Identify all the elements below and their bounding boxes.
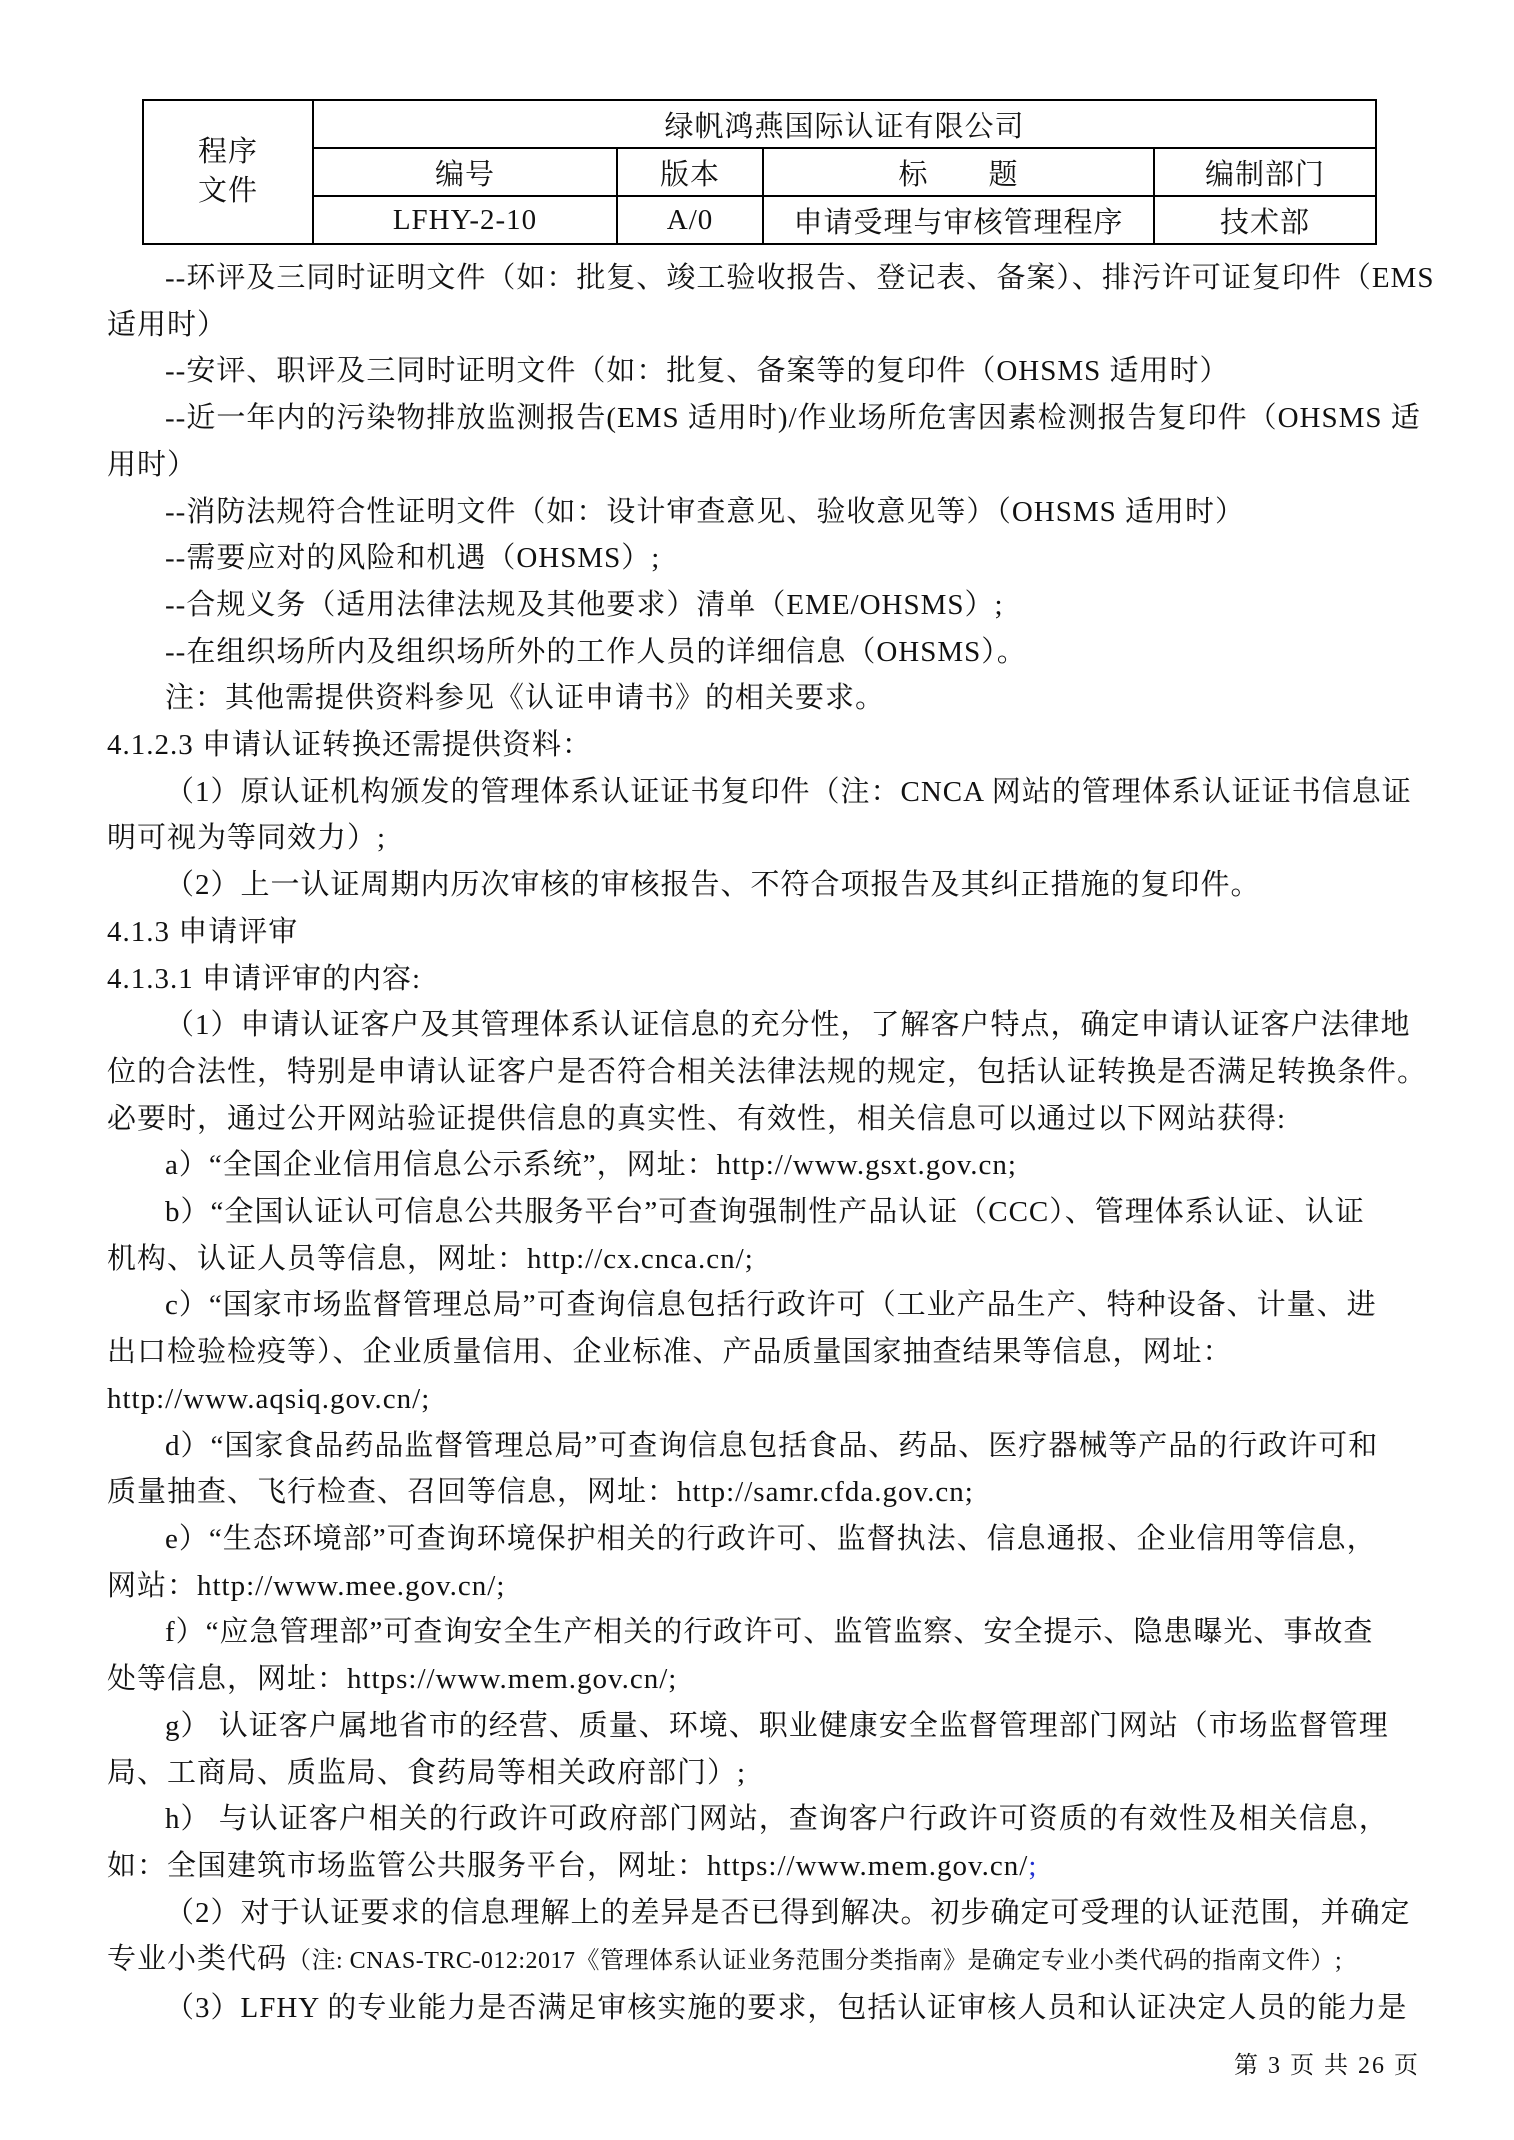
text-run: --安评、职评及三同时证明文件（如：批复、备案等的复印件（OHSMS 适用时） [165,355,1230,388]
text-run: （注: CNAS-TRC-012:2017《管理体系认证业务范围分类指南》是确定专业小类代码的指南文件）; [287,1948,1343,1975]
text-run: --环评及三同时证明文件（如：批复、竣工验收报告、登记表、备案）、排污许可证复印件（EMS [165,262,1435,294]
text-line [107,1376,1439,1423]
text-run: 出口检验检疫等）、企业质量信用、企业标准、产品质量国家抽查结果等信息，网址： [107,1336,1233,1369]
text-run: c）“国家市场监督管理总局”可查询信息包括行政许可（工业产品生产、特种设备、计量、进 [165,1289,1377,1322]
text-run: 如：全国建筑市场监管公共服务平台，网址：https://www.mem.gov.cn/ [107,1849,1029,1882]
text-line [107,535,1439,582]
text-line [107,1890,1439,1937]
text-run: 专业小类代码 [107,1943,288,1976]
text-run: --消防法规符合性证明文件（如：设计审查意见、验收意见等）（OHSMS 适用时） [165,495,1245,528]
text-run: 质量抽查、飞行检查、召回等信息，网址：http://samr.cfda.gov.cn; [107,1476,974,1509]
doc-number-value: LFHY-2-10 [313,196,617,244]
text-line [107,956,1439,1003]
text-run: h） 与认证客户相关的行政许可政府部门网站，查询客户行政许可资质的有效性及相关信息， [165,1803,1389,1836]
text-run: --合规义务（适用法律法规及其他要求）清单（EME/OHSMS）; [165,588,1004,621]
text-line [107,1469,1439,1516]
text-run: 4.1.3.1 申请评审的内容: [107,962,422,995]
text-line [107,1236,1439,1283]
text-line [107,1002,1439,1049]
text-line [107,489,1439,536]
text-run: （3）LFHY 的专业能力是否满足审核实施的要求，包括认证审核人员和认证决定人员的能力是 [165,1992,1408,2025]
document-body [107,255,1439,2032]
text-line [107,675,1439,722]
text-run: 4.1.3 申请评审 [107,915,299,948]
header-col-version-label: 版本 [617,148,763,196]
text-line [107,1796,1439,1843]
text-run: （1）原认证机构颁发的管理体系认证证书复印件（注：CNCA 网站的管理体系认证证书信息证 [165,775,1412,808]
text-run: 机构、认证人员等信息，网址：http://cx.cnca.cn/; [107,1242,754,1275]
text-line [107,1049,1439,1096]
doc-title-value: 申请受理与审核管理程序 [763,196,1154,244]
text-line [107,1282,1439,1329]
text-line [107,1750,1439,1797]
text-run: 注：其他需提供资料参见《认证申请书》的相关要求。 [165,682,886,715]
header-col-number-label: 编号 [313,148,617,196]
text-line [107,1189,1439,1236]
text-run: e）“生态环境部”可查询环境保护相关的行政许可、监督执法、信息通报、企业信用等信息， [165,1522,1377,1555]
text-run: 适用时） [107,308,228,341]
text-run: g） 认证客户属地省市的经营、质量、环境、职业健康安全监督管理部门网站（市场监督管理 [165,1709,1389,1742]
text-line [107,1329,1439,1376]
text-line [107,1563,1439,1610]
text-run: d）“国家食品药品监督管理总局”可查询信息包括食品、药品、医疗器械等产品的行政许可和 [165,1429,1379,1462]
document-header-table [142,99,1377,245]
text-line [107,862,1439,909]
text-run: （2）对于认证要求的信息理解上的差异是否已得到解决。初步确定可受理的认证范围，并确定 [165,1896,1411,1929]
text-line [107,1096,1439,1143]
text-run: 明可视为等同效力）; [107,822,387,855]
text-line [107,348,1439,395]
text-run: 处等信息，网址：https://www.mem.gov.cn/; [107,1663,678,1696]
text-run: --在组织场所内及组织场所外的工作人员的详细信息（OHSMS）。 [165,635,1027,668]
text-line [107,1142,1439,1189]
text-run: http://www.aqsiq.gov.cn/; [107,1382,431,1415]
text-run: （1）申请认证客户及其管理体系认证信息的充分性，了解客户特点，确定申请认证客户法律地 [165,1009,1411,1042]
text-run: --需要应对的风险和机遇（OHSMS）; [165,542,661,575]
text-run: 网站：http://www.mee.gov.cn/; [107,1569,506,1602]
text-line [107,722,1439,769]
doc-type-label: 程序文件 [197,135,258,207]
text-line [107,1516,1439,1563]
text-run: （2）上一认证周期内历次审核的审核报告、不符合项报告及其纠正措施的复印件。 [165,869,1261,902]
text-run: 局、工商局、质监局、食药局等相关政府部门）; [107,1756,747,1789]
header-col-department-label: 编制部门 [1154,148,1376,196]
text-line [107,442,1439,489]
header-col-title-label: 标 题 [763,148,1154,196]
company-name-cell: 绿帆鸿燕国际认证有限公司 [313,100,1376,148]
doc-department-value: 技术部 [1154,196,1376,244]
text-line [107,1423,1439,1470]
text-run: 用时） [107,448,198,481]
text-line [107,1843,1439,1890]
text-line [107,629,1439,676]
doc-type-cell [143,100,313,244]
text-line [107,1656,1439,1703]
text-line [107,1609,1439,1656]
text-line [107,769,1439,816]
text-run: 4.1.2.3 申请认证转换还需提供资料： [107,729,593,762]
text-run: f）“应急管理部”可查询安全生产相关的行政许可、监管监察、安全提示、隐患曝光、事故查 [165,1616,1374,1649]
text-run: 位的合法性，特别是申请认证客户是否符合相关法律法规的规定，包括认证转换是否满足转换条件。 [107,1055,1428,1088]
text-line [107,815,1439,862]
text-line [107,395,1439,442]
text-run: a）“全国企业信用信息公示系统”，网址：http://www.gsxt.gov.cn; [165,1149,1017,1182]
page-footer: 第 3 页 共 26 页 [1234,2053,1420,2079]
text-run: b）“全国认证认可信息公共服务平台”可查询强制性产品认证（CCC）、管理体系认证、认证 [165,1196,1365,1229]
text-line [107,255,1439,302]
text-run: --近一年内的污染物排放监测报告(EMS 适用时)/作业场所危害因素检测报告复印件（OHSMS 适 [165,402,1421,435]
highlighted-semicolon: ; [1028,1849,1038,1882]
text-line [107,1985,1439,2032]
text-line [107,1703,1439,1750]
text-line [107,909,1439,956]
text-line [107,1936,1439,1985]
text-line [107,582,1439,629]
doc-version-value: A/0 [617,196,763,244]
text-run: 必要时，通过公开网站验证提供信息的真实性、有效性，相关信息可以通过以下网站获得: [107,1102,1287,1135]
text-line [107,302,1439,349]
